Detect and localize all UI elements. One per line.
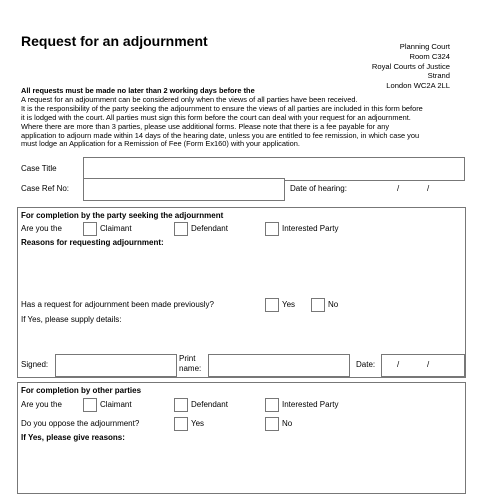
oppose-reasons-label: If Yes, please give reasons: [21, 433, 125, 442]
address-line: Strand [427, 71, 450, 81]
defendant-label: Defendant [191, 400, 228, 409]
other-parties-heading: For completion by other parties [21, 386, 142, 395]
address-line: Planning Court [399, 42, 450, 51]
hearing-date-field[interactable] [355, 178, 465, 201]
form-title: Request for an adjournment [21, 33, 208, 49]
oppose-yes-checkbox[interactable] [174, 417, 188, 431]
case-title-label: Case Title [21, 164, 57, 173]
oppose-question: Do you oppose the adjournment? [21, 419, 140, 428]
reasons-area[interactable] [21, 250, 461, 294]
date-label: Date: [356, 360, 376, 369]
address-line: London WC2A 2LL [386, 81, 450, 91]
date-slash: / [427, 360, 430, 369]
defendant-checkbox[interactable] [174, 398, 188, 412]
previous-details-label: If Yes, please supply details: [21, 315, 122, 324]
intro-heading: All requests must be made no later than 2 working days before the [21, 86, 255, 95]
signature-field[interactable] [55, 354, 177, 377]
case-ref-field[interactable] [83, 178, 285, 201]
interested-party-label: Interested Party [282, 224, 339, 233]
reasons-label: Reasons for requesting adjournment: [21, 238, 164, 247]
claimant-checkbox[interactable] [83, 222, 97, 236]
print-label-line: Print [179, 354, 196, 363]
interested-party-checkbox[interactable] [265, 222, 279, 236]
previous-yes-label: Yes [282, 300, 296, 309]
print-name-label [179, 354, 201, 374]
applicant-heading: For completion by the party seeking the adjournment [21, 211, 224, 220]
print-name-field[interactable] [208, 354, 350, 377]
intro-line: it is lodged with the court. All parties must sign this form before the court can deal with your request for an adjournment. [21, 112, 411, 122]
intro-line: must lodge an Application for a Remission of Fee (Form Ex160) with your application. [21, 139, 300, 149]
court-address [372, 42, 450, 91]
interested-party-checkbox[interactable] [265, 398, 279, 412]
oppose-no-checkbox[interactable] [265, 417, 279, 431]
claimant-checkbox[interactable] [83, 398, 97, 412]
address-line: Royal Courts of Justice [371, 61, 450, 71]
role-label: Are you the [21, 400, 62, 409]
intro-line: application to adjourn made within 14 days of the hearing date, unless you are entitled to fee remission, in which case you [21, 130, 420, 140]
date-slash: / [397, 360, 400, 369]
signed-label: Signed: [21, 360, 49, 369]
previous-no-checkbox[interactable] [311, 298, 325, 312]
previous-details-area[interactable] [21, 327, 461, 351]
previous-request-question: Has a request for adjournment been made previously? [21, 300, 214, 309]
oppose-no-label: No [282, 419, 293, 428]
intro-line: Where there are more than 3 parties, please use additional forms. Please note that there is a fee payable for any [21, 121, 390, 131]
defendant-label: Defendant [191, 224, 228, 233]
previous-yes-checkbox[interactable] [265, 298, 279, 312]
hearing-date-label: Date of hearing: [290, 184, 347, 193]
signed-date-field[interactable] [381, 354, 465, 377]
interested-party-label: Interested Party [282, 400, 339, 409]
oppose-reasons-area[interactable] [21, 446, 461, 480]
intro-text [21, 87, 461, 149]
intro-line: It is the responsibility of the party seeking the adjournment to ensure the views of all parties are included in this form before [21, 103, 423, 113]
case-ref-label: Case Ref No: [21, 184, 70, 193]
claimant-label: Claimant [100, 400, 132, 409]
intro-line: A request for an adjournment can be considered only when the views of all parties have been received. [21, 94, 358, 104]
claimant-label: Claimant [100, 224, 132, 233]
address-line: Room C324 [409, 51, 450, 61]
previous-no-label: No [328, 300, 339, 309]
print-label-line: name: [179, 364, 202, 373]
date-slash: / [397, 184, 400, 193]
defendant-checkbox[interactable] [174, 222, 188, 236]
role-label: Are you the [21, 224, 62, 233]
oppose-yes-label: Yes [191, 419, 205, 428]
date-slash: / [427, 184, 430, 193]
